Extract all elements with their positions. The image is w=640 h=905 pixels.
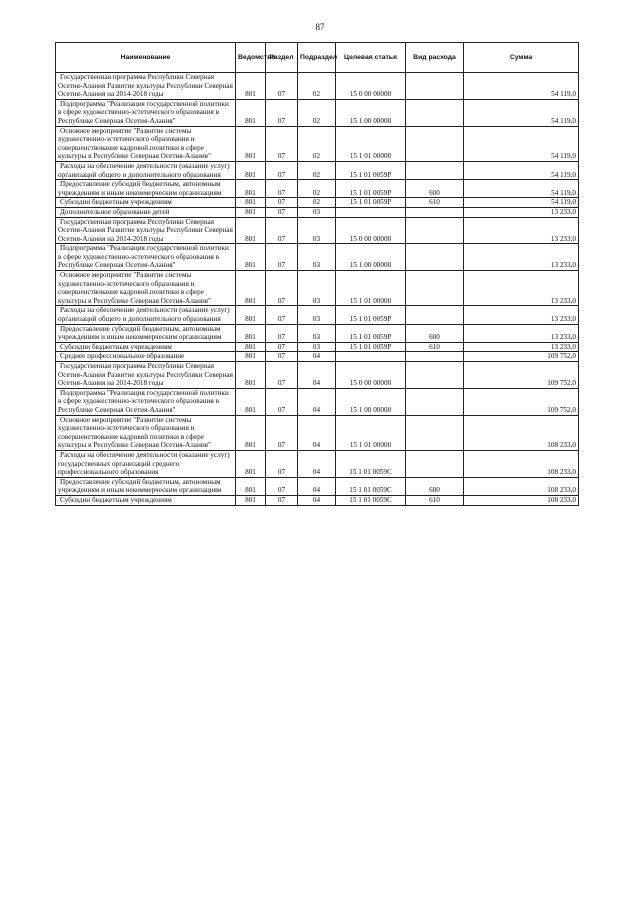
row-summa: 13 233,0	[464, 207, 579, 217]
row-statya: 15 0 00 00000	[336, 362, 406, 389]
row-vid-raskhoda	[406, 99, 464, 126]
row-razdel: 07	[266, 495, 298, 505]
row-name: Государственная программа Республики Северная Осетия-Алания Развитие культуры Республики Северная Осетия-Алания на 2014-2018 годы	[56, 362, 236, 389]
row-razdel: 07	[266, 271, 298, 306]
row-razdel: 07	[266, 198, 298, 208]
row-vid-raskhoda	[406, 388, 464, 415]
row-podrazdel: 02	[298, 198, 336, 208]
row-summa: 13 233,0	[464, 271, 579, 306]
header-name: Наименование	[56, 43, 236, 73]
row-vedomstvo: 801	[236, 244, 266, 271]
table-row	[56, 99, 579, 126]
row-vid-raskhoda	[406, 126, 464, 161]
row-vid-raskhoda	[406, 161, 464, 179]
row-podrazdel: 03	[298, 271, 336, 306]
row-vedomstvo: 801	[236, 180, 266, 198]
row-podrazdel: 02	[298, 180, 336, 198]
row-statya	[336, 352, 406, 362]
row-podrazdel: 04	[298, 352, 336, 362]
row-vedomstvo: 801	[236, 99, 266, 126]
row-summa: 13 233,0	[464, 244, 579, 271]
header-statya: Целевая статья	[336, 43, 406, 73]
table-row	[56, 352, 579, 362]
row-podrazdel: 03	[298, 244, 336, 271]
row-name: Подпрограмма "Реализация государственной политики в сфере художественно-эстетического образования в Республике Северная Осетия-Алания"	[56, 99, 236, 126]
row-summa: 54 119,0	[464, 161, 579, 179]
row-statya: 15 1 01 0059С	[336, 495, 406, 505]
row-summa: 108 233,0	[464, 495, 579, 505]
row-summa: 108 233,0	[464, 415, 579, 450]
row-vid-raskhoda	[406, 306, 464, 324]
row-podrazdel: 04	[298, 362, 336, 389]
table-row	[56, 207, 579, 217]
row-razdel: 07	[266, 161, 298, 179]
row-vedomstvo: 801	[236, 306, 266, 324]
row-vid-raskhoda: 610	[406, 495, 464, 505]
table-row	[56, 495, 579, 505]
table-row	[56, 477, 579, 495]
row-name: Предоставление субсидий бюджетным, автономным учреждениям и иным некоммерческим организациям	[56, 477, 236, 495]
row-razdel: 07	[266, 450, 298, 477]
row-podrazdel: 03	[298, 217, 336, 244]
row-vid-raskhoda	[406, 362, 464, 389]
row-podrazdel: 03	[298, 324, 336, 342]
table-row	[56, 198, 579, 208]
row-name: Основное мероприятие "Развитие системы художественно-эстетического образования и совершенствование кадровой политики в сфере культуры в Республике Северная Осетия-Алания"	[56, 271, 236, 306]
row-vid-raskhoda	[406, 73, 464, 100]
row-vedomstvo: 801	[236, 415, 266, 450]
row-vid-raskhoda	[406, 450, 464, 477]
row-summa: 13 233,0	[464, 324, 579, 342]
row-summa: 54 119,0	[464, 198, 579, 208]
row-name: Государственная программа Республики Северная Осетия-Алания Развитие культуры Республики Северная Осетия-Алания на 2014-2018 годы	[56, 217, 236, 244]
row-statya: 15 1 00 00000	[336, 99, 406, 126]
table-row	[56, 306, 579, 324]
row-razdel: 07	[266, 362, 298, 389]
row-podrazdel: 02	[298, 99, 336, 126]
row-name: Среднее профессиональное образование	[56, 352, 236, 362]
table-row	[56, 161, 579, 179]
row-name: Субсидии бюджетным учреждениям	[56, 198, 236, 208]
row-vid-raskhoda	[406, 244, 464, 271]
row-podrazdel: 03	[298, 342, 336, 352]
row-vid-raskhoda	[406, 352, 464, 362]
budget-table	[55, 42, 579, 506]
row-summa: 108 233,0	[464, 450, 579, 477]
row-summa: 54 119,0	[464, 126, 579, 161]
table-header-row	[56, 43, 579, 73]
table-row	[56, 180, 579, 198]
header-vedomstvo: Ведомство	[236, 43, 266, 73]
row-summa: 109 752,0	[464, 388, 579, 415]
row-summa: 108 233,0	[464, 477, 579, 495]
table-row	[56, 450, 579, 477]
row-name: Основное мероприятие "Развитие системы художественно-эстетического образования и совершенствование кадровой политики в сфере культуры в Республике Северная Осетия-Алания"	[56, 126, 236, 161]
row-summa: 13 233,0	[464, 342, 579, 352]
row-summa: 54 119,0	[464, 180, 579, 198]
row-razdel: 07	[266, 324, 298, 342]
row-summa: 54 119,0	[464, 99, 579, 126]
table-row	[56, 362, 579, 389]
row-podrazdel: 02	[298, 126, 336, 161]
table-row	[56, 415, 579, 450]
row-name: Расходы на обеспечение деятельности (оказание услуг) организаций общего и дополнительного образования	[56, 306, 236, 324]
row-statya	[336, 207, 406, 217]
table-row	[56, 244, 579, 271]
row-statya: 15 1 01 0059Р	[336, 180, 406, 198]
row-podrazdel: 04	[298, 477, 336, 495]
row-name: Дополнительное образование детей	[56, 207, 236, 217]
row-vid-raskhoda	[406, 207, 464, 217]
row-vid-raskhoda: 600	[406, 180, 464, 198]
row-summa: 109 752,0	[464, 352, 579, 362]
row-statya: 15 1 01 00000	[336, 126, 406, 161]
row-razdel: 07	[266, 207, 298, 217]
row-vedomstvo: 801	[236, 198, 266, 208]
row-vid-raskhoda	[406, 415, 464, 450]
row-statya: 15 1 01 0059С	[336, 477, 406, 495]
row-vedomstvo: 801	[236, 388, 266, 415]
header-podrazdel: Подраздел	[298, 43, 336, 73]
header-summa: Сумма	[464, 43, 579, 73]
row-statya: 15 1 01 0059С	[336, 450, 406, 477]
row-name: Предоставление субсидий бюджетным, автономным учреждениям и иным некоммерческим организациям	[56, 180, 236, 198]
row-razdel: 07	[266, 342, 298, 352]
table-row	[56, 271, 579, 306]
row-name: Основное мероприятие "Развитие системы художественно-эстетического образования и совершенствование кадровой политики в сфере культуры в Республике Северная Осетия-Алания"	[56, 415, 236, 450]
table-row	[56, 388, 579, 415]
row-name: Расходы на обеспечение деятельности (оказание услуг) государственных организаций среднего профессионального образования	[56, 450, 236, 477]
row-statya: 15 1 01 0059Р	[336, 306, 406, 324]
row-summa: 54 119,0	[464, 73, 579, 100]
row-razdel: 07	[266, 415, 298, 450]
row-vid-raskhoda: 600	[406, 477, 464, 495]
header-razdel: Раздел	[266, 43, 298, 73]
header-vid-raskhoda: Вид расхода	[406, 43, 464, 73]
row-name: Предоставление субсидий бюджетным, автономным учреждениям и иным некоммерческим организациям	[56, 324, 236, 342]
table-row	[56, 217, 579, 244]
row-vedomstvo: 801	[236, 362, 266, 389]
row-razdel: 07	[266, 217, 298, 244]
row-vedomstvo: 801	[236, 495, 266, 505]
row-statya: 15 1 01 0059Р	[336, 342, 406, 352]
row-razdel: 07	[266, 73, 298, 100]
row-podrazdel: 03	[298, 306, 336, 324]
row-razdel: 07	[266, 99, 298, 126]
row-vedomstvo: 801	[236, 73, 266, 100]
row-vid-raskhoda	[406, 271, 464, 306]
row-statya: 15 1 01 00000	[336, 415, 406, 450]
row-summa: 13 233,0	[464, 306, 579, 324]
row-podrazdel: 02	[298, 161, 336, 179]
row-statya: 15 1 01 0059Р	[336, 324, 406, 342]
row-statya: 15 1 01 0059Р	[336, 198, 406, 208]
row-razdel: 07	[266, 180, 298, 198]
row-statya: 15 1 01 00000	[336, 271, 406, 306]
row-vid-raskhoda: 600	[406, 324, 464, 342]
row-razdel: 07	[266, 477, 298, 495]
row-vedomstvo: 801	[236, 477, 266, 495]
row-podrazdel: 04	[298, 388, 336, 415]
row-summa: 109 752,0	[464, 362, 579, 389]
row-vedomstvo: 801	[236, 352, 266, 362]
row-podrazdel: 02	[298, 73, 336, 100]
row-razdel: 07	[266, 306, 298, 324]
row-razdel: 07	[266, 352, 298, 362]
row-vedomstvo: 801	[236, 271, 266, 306]
row-name: Расходы на обеспечение деятельности (оказание услуг) организаций общего и дополнительного образования	[56, 161, 236, 179]
row-podrazdel: 04	[298, 495, 336, 505]
table-row	[56, 342, 579, 352]
row-razdel: 07	[266, 244, 298, 271]
row-statya: 15 0 00 00000	[336, 73, 406, 100]
table-row	[56, 324, 579, 342]
row-razdel: 07	[266, 126, 298, 161]
row-name: Подпрограмма "Реализация государственной политики в сфере художественно-эстетического образования в Республике Северная Осетия-Алания"	[56, 388, 236, 415]
table-row	[56, 73, 579, 100]
row-vid-raskhoda: 610	[406, 342, 464, 352]
row-summa: 13 233,0	[464, 217, 579, 244]
row-vedomstvo: 801	[236, 450, 266, 477]
row-podrazdel: 04	[298, 450, 336, 477]
row-vid-raskhoda	[406, 217, 464, 244]
row-name: Субсидии бюджетным учреждениям	[56, 495, 236, 505]
row-vedomstvo: 801	[236, 126, 266, 161]
table-row	[56, 126, 579, 161]
row-vedomstvo: 801	[236, 161, 266, 179]
row-vedomstvo: 801	[236, 217, 266, 244]
row-podrazdel: 04	[298, 415, 336, 450]
row-statya: 15 1 01 0059Р	[336, 161, 406, 179]
row-vedomstvo: 801	[236, 207, 266, 217]
row-vid-raskhoda: 610	[406, 198, 464, 208]
row-statya: 15 1 00 00000	[336, 244, 406, 271]
row-name: Подпрограмма "Реализация государственной политики в сфере художественно-эстетического образования в Республике Северная Осетия-Алания"	[56, 244, 236, 271]
row-name: Государственная программа Республики Северная Осетия-Алания Развитие культуры Республики Северная Осетия-Алания на 2014-2018 годы	[56, 73, 236, 100]
page-number: 87	[315, 22, 325, 32]
row-vedomstvo: 801	[236, 324, 266, 342]
row-razdel: 07	[266, 388, 298, 415]
row-name: Субсидии бюджетным учреждениям	[56, 342, 236, 352]
row-vedomstvo: 801	[236, 342, 266, 352]
row-podrazdel: 03	[298, 207, 336, 217]
row-statya: 15 1 00 00000	[336, 388, 406, 415]
row-statya: 15 0 00 00000	[336, 217, 406, 244]
